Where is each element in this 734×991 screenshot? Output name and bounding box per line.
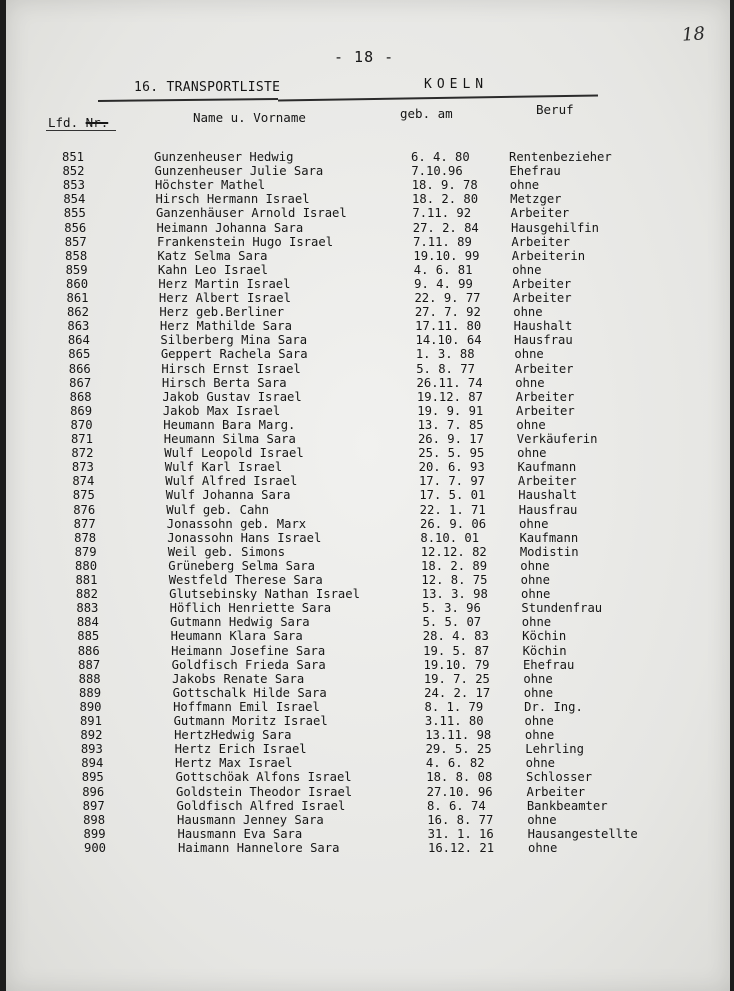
entry-number: 860	[66, 276, 89, 291]
occupation: Köchin	[522, 643, 567, 658]
birth-date: 18. 2. 89	[421, 558, 488, 573]
birth-date: 17. 5. 01	[419, 488, 486, 503]
entry-number: 873	[71, 460, 94, 475]
handwritten-page-mark: 18	[681, 23, 706, 46]
entry-number: 856	[64, 220, 87, 235]
birth-date: 26. 9. 17	[417, 432, 484, 446]
occupation: ohne	[524, 714, 554, 728]
birth-date: 19. 9. 91	[417, 403, 484, 418]
column-header-underline	[46, 130, 116, 131]
list-row	[6, 488, 730, 502]
entry-number: 877	[73, 516, 96, 531]
entry-number: 879	[74, 544, 97, 559]
list-row	[6, 249, 730, 263]
list-row	[6, 742, 730, 756]
list-row	[6, 221, 730, 235]
column-header-number-prefix: Lfd.	[48, 115, 86, 130]
occupation: Metzger	[510, 192, 562, 207]
list-row	[6, 601, 730, 615]
birth-date: 5. 5. 07	[422, 615, 482, 630]
column-header-number-struck: Nr.	[85, 115, 109, 130]
occupation: Ehefrau	[509, 164, 561, 179]
entry-number: 894	[81, 756, 104, 771]
person-name: Herz Mathilde Sara	[159, 319, 292, 334]
occupation: ohne	[527, 812, 557, 827]
birth-date: 22. 1. 71	[419, 502, 486, 517]
entry-number: 870	[70, 417, 93, 432]
entry-number: 853	[62, 178, 85, 193]
list-title: 16. TRANSPORTLISTE	[134, 80, 281, 95]
entry-number: 861	[66, 291, 89, 305]
list-row	[6, 629, 730, 643]
occupation: ohne	[521, 615, 552, 630]
list-row	[6, 728, 730, 742]
birth-date: 18. 2. 80	[412, 192, 479, 207]
entry-number: 854	[63, 192, 86, 207]
person-name: Herz Martin Israel	[158, 276, 291, 291]
entry-number: 864	[67, 333, 90, 348]
person-name: Jakob Gustav Israel	[162, 389, 302, 404]
list-row	[6, 785, 730, 799]
occupation: ohne	[520, 558, 550, 573]
column-header-occupation: Beruf	[536, 102, 574, 117]
occupation: Arbeiter	[515, 403, 575, 418]
birth-date: 18. 8. 08	[426, 770, 493, 785]
person-name: Geppert Rachela Sara	[160, 347, 308, 362]
list-row	[6, 503, 730, 517]
occupation: Dr. Ing.	[524, 699, 583, 714]
birth-date: 29. 5. 25	[425, 742, 492, 757]
birth-date: 19.10. 79	[423, 657, 490, 672]
entry-number: 889	[79, 685, 102, 700]
entry-number: 868	[69, 389, 92, 404]
list-row	[6, 277, 730, 291]
person-name: Hirsch Berta Sara	[161, 375, 287, 390]
person-name: Frankenstein Hugo Israel	[156, 234, 334, 249]
list-row	[6, 756, 730, 770]
person-name: Gottschalk Hilde Sara	[172, 685, 327, 700]
person-name: Silberberg Mina Sara	[160, 333, 308, 348]
occupation: ohne	[523, 685, 554, 700]
entry-number: 871	[70, 432, 93, 446]
occupation: Arbeiter	[514, 361, 574, 376]
birth-date: 14.10. 64	[415, 333, 482, 348]
occupation: Haushalt	[518, 488, 577, 503]
entry-number: 883	[76, 601, 99, 616]
list-row	[6, 686, 730, 700]
person-name: Gunzenheuser Julie Sara	[154, 164, 324, 179]
entry-number: 876	[73, 502, 96, 517]
birth-date: 25. 5. 95	[418, 446, 485, 461]
title-underline	[98, 98, 278, 101]
list-row	[6, 390, 730, 404]
birth-date: 3.11. 80	[424, 714, 484, 728]
list-row	[6, 164, 730, 178]
occupation: Verkäuferin	[516, 432, 598, 446]
list-row	[6, 615, 730, 629]
occupation: ohne	[517, 446, 547, 461]
list-row	[6, 672, 730, 686]
occupation: ohne	[512, 262, 542, 277]
entry-number: 900	[84, 840, 107, 855]
birth-date: 28. 4. 83	[422, 629, 489, 644]
entry-number: 881	[75, 573, 98, 587]
person-name: Katz Selma Sara	[157, 248, 268, 263]
occupation: ohne	[515, 375, 545, 390]
person-name: Heimann Johanna Sara	[156, 220, 304, 235]
birth-date: 19. 5. 87	[423, 643, 490, 658]
occupation: ohne	[513, 305, 543, 320]
list-row	[6, 263, 730, 277]
entry-number: 880	[75, 558, 98, 573]
entry-number: 895	[81, 770, 104, 785]
list-row	[6, 644, 730, 658]
birth-date: 4. 6. 82	[425, 756, 485, 771]
list-row	[6, 347, 730, 361]
occupation: Lehrling	[525, 742, 584, 757]
entry-number: 874	[72, 474, 95, 489]
list-row	[6, 291, 730, 305]
list-row	[6, 319, 730, 333]
entry-number: 855	[63, 206, 86, 221]
person-name: Haimann Hannelore Sara	[178, 840, 340, 855]
birth-date: 8. 6. 74	[426, 798, 486, 813]
list-row	[6, 404, 730, 418]
birth-date: 31. 1. 16	[427, 826, 494, 841]
entry-number: 859	[65, 262, 88, 277]
occupation: Schlosser	[526, 770, 593, 785]
person-name: Gunzenheuser Hedwig	[154, 150, 294, 164]
entry-number: 878	[74, 530, 97, 545]
birth-date: 24. 2. 17	[424, 685, 491, 700]
entry-number: 852	[62, 164, 85, 179]
person-name: Gottschöak Alfons Israel	[175, 770, 352, 785]
page-number: - 18 -	[334, 48, 395, 66]
entry-number: 893	[80, 742, 103, 757]
person-name: Heumann Klara Sara	[170, 629, 303, 644]
occupation: ohne	[525, 756, 556, 771]
list-row	[6, 714, 730, 728]
occupation: Ehefrau	[522, 657, 575, 672]
person-name: HertzHedwig Sara	[174, 728, 292, 743]
occupation: ohne	[528, 840, 558, 855]
list-row	[6, 813, 730, 827]
occupation: ohne	[521, 587, 551, 602]
birth-date: 22. 9. 77	[414, 291, 481, 305]
person-name: Gutmann Moritz Israel	[173, 714, 328, 728]
list-row	[6, 333, 730, 347]
person-name: Jonassohn geb. Marx	[166, 516, 307, 531]
person-name: Herz geb.Berliner	[159, 305, 285, 320]
birth-date: 17.11. 80	[415, 319, 482, 334]
entry-number: 882	[75, 587, 98, 602]
occupation: ohne	[524, 728, 555, 743]
title-underline-right	[278, 94, 598, 101]
entry-number: 891	[79, 714, 102, 728]
person-name: Jakob Max Israel	[162, 403, 281, 418]
occupation: Bankbeamter	[526, 798, 608, 813]
occupation: ohne	[523, 671, 553, 686]
list-row	[6, 517, 730, 531]
birth-date: 27.10. 96	[426, 784, 493, 799]
document-page	[6, 0, 730, 991]
list-row	[6, 799, 730, 813]
entry-number: 872	[71, 446, 94, 461]
birth-date: 7.11. 89	[413, 234, 472, 249]
birth-date: 6. 4. 80	[411, 150, 470, 164]
person-name: Heumann Silma Sara	[163, 432, 296, 446]
person-name: Hertz Max Israel	[175, 756, 293, 771]
birth-date: 13. 7. 85	[417, 417, 484, 432]
entry-number: 869	[70, 403, 93, 418]
birth-date: 12.12. 82	[420, 544, 487, 559]
city-heading: KOELN	[424, 77, 489, 92]
entry-number: 884	[76, 615, 99, 630]
person-name: Goldfisch Alfred Israel	[176, 798, 346, 813]
list-row	[6, 206, 730, 220]
entry-number: 897	[82, 798, 105, 813]
person-name: Herz Albert Israel	[158, 291, 291, 305]
entry-number: 888	[78, 671, 101, 686]
list-row	[6, 700, 730, 714]
occupation: Kaufmann	[517, 460, 577, 475]
person-name: Gutmann Hedwig Sara	[170, 615, 310, 630]
person-name: Hirsch Ernst Israel	[161, 361, 301, 376]
occupation: Hausfrau	[518, 502, 578, 517]
birth-date: 4. 6. 81	[413, 262, 473, 277]
occupation: Arbeiter	[517, 474, 577, 489]
birth-date: 19.10. 99	[413, 248, 480, 263]
occupation: Arbeiter	[510, 206, 570, 221]
entry-number: 858	[65, 248, 88, 263]
list-row	[6, 446, 730, 460]
birth-date: 19.12. 87	[416, 389, 483, 404]
birth-date: 20. 6. 93	[418, 460, 485, 475]
birth-date: 26.11. 74	[416, 375, 483, 390]
person-name: Hoffmann Emil Israel	[173, 699, 320, 714]
occupation: Stundenfrau	[521, 601, 603, 616]
birth-date: 12. 8. 75	[421, 573, 488, 587]
occupation: ohne	[516, 417, 546, 432]
occupation: Modistin	[519, 544, 579, 559]
birth-date: 16.12. 21	[428, 840, 495, 855]
entry-number: 857	[64, 234, 87, 249]
entry-number: 865	[68, 347, 91, 362]
birth-date: 13. 3. 98	[421, 587, 488, 602]
list-row	[6, 418, 730, 432]
person-name: Jonassohn Hans Israel	[167, 530, 322, 545]
person-name: Jakobs Renate Sara	[172, 671, 305, 686]
birth-date: 13.11. 98	[425, 728, 492, 743]
occupation: ohne	[509, 178, 540, 193]
person-name: Westfeld Therese Sara	[168, 573, 323, 587]
list-row	[6, 573, 730, 587]
person-name: Weil geb. Simons	[167, 544, 286, 559]
person-name: Hausmann Jenney Sara	[177, 812, 324, 827]
list-row	[6, 432, 730, 446]
list-row	[6, 460, 730, 474]
birth-date: 1. 3. 88	[415, 347, 475, 362]
birth-date: 18. 9. 78	[411, 178, 478, 193]
occupation: Arbeiter	[515, 389, 575, 404]
list-row	[6, 235, 730, 249]
occupation: Arbeiter	[526, 784, 586, 799]
birth-date: 26. 9. 06	[420, 516, 487, 531]
occupation: Rentenbezieher	[509, 150, 612, 164]
entry-number: 863	[67, 319, 90, 334]
list-row	[6, 376, 730, 390]
occupation: Arbeiterin	[511, 248, 586, 263]
person-name: Wulf Karl Israel	[164, 460, 283, 475]
column-header-name: Name u. Vorname	[193, 110, 306, 125]
list-row	[6, 587, 730, 601]
person-name: Grüneberg Selma Sara	[168, 558, 315, 573]
list-row	[6, 178, 730, 192]
occupation: Kaufmann	[519, 530, 579, 545]
person-name: Höflich Henriette Sara	[169, 601, 332, 616]
list-row	[6, 827, 730, 841]
entry-number: 867	[69, 375, 92, 390]
occupation: Hausangestellte	[527, 826, 638, 841]
birth-date: 16. 8. 77	[427, 812, 494, 827]
entry-number: 866	[68, 361, 91, 376]
birth-date: 7.10.96	[411, 164, 463, 179]
list-row	[6, 362, 730, 376]
person-name: Wulf Alfred Israel	[165, 474, 298, 489]
person-name: Hertz Erich Israel	[174, 742, 307, 757]
person-name: Höchster Mathel	[154, 178, 266, 193]
person-name: Goldfisch Frieda Sara	[171, 657, 326, 672]
list-row	[6, 305, 730, 319]
occupation: Hausgehilfin	[510, 220, 599, 235]
person-name: Ganzenhäuser Arnold Israel	[155, 206, 347, 221]
person-name: Wulf Johanna Sara	[165, 488, 291, 503]
occupation: Köchin	[522, 629, 567, 644]
birth-date: 7.11. 92	[412, 206, 472, 221]
column-header-number	[48, 115, 108, 130]
occupation: Arbeiter	[511, 234, 571, 249]
list-row	[6, 474, 730, 488]
entry-number: 862	[66, 305, 89, 320]
birth-date: 19. 7. 25	[423, 671, 490, 686]
birth-date: 17. 7. 97	[418, 474, 486, 489]
list-row	[6, 658, 730, 672]
occupation: Arbeiter	[512, 291, 572, 305]
person-name: Glutsebinsky Nathan Israel	[169, 587, 360, 602]
list-row	[6, 531, 730, 545]
person-name: Wulf Leopold Israel	[164, 446, 304, 461]
list-row	[6, 841, 730, 855]
birth-date: 27. 7. 92	[414, 305, 481, 320]
occupation: Arbeiter	[512, 276, 572, 291]
person-name: Heumann Bara Marg.	[163, 417, 296, 432]
entry-number: 887	[78, 657, 101, 672]
list-row	[6, 150, 730, 164]
birth-date: 9. 4. 99	[414, 276, 473, 291]
list-row	[6, 192, 730, 206]
occupation: ohne	[519, 516, 549, 531]
entry-number: 899	[83, 826, 106, 841]
entry-number: 896	[82, 784, 105, 799]
entry-number: 875	[72, 488, 95, 503]
occupation: ohne	[520, 573, 550, 587]
birth-date: 8.10. 01	[420, 530, 480, 545]
birth-date: 5. 3. 96	[422, 601, 481, 616]
entry-number: 885	[77, 629, 100, 644]
person-name: Hirsch Hermann Israel	[155, 192, 310, 207]
birth-date: 8. 1. 79	[424, 699, 484, 714]
entry-number: 886	[77, 643, 100, 658]
occupation: ohne	[514, 347, 544, 362]
list-row	[6, 545, 730, 559]
person-name: Wulf geb. Cahn	[166, 502, 269, 517]
entry-number: 892	[80, 728, 103, 743]
birth-date: 5. 8. 77	[416, 361, 475, 376]
list-row	[6, 770, 730, 784]
birth-date: 27. 2. 84	[412, 220, 479, 235]
occupation: Haushalt	[513, 319, 573, 334]
person-name: Goldstein Theodor Israel	[176, 784, 353, 799]
entry-number: 890	[79, 699, 102, 714]
entry-number: 898	[83, 812, 106, 827]
column-header-birthdate: geb. am	[400, 106, 453, 121]
list-row	[6, 559, 730, 573]
person-name: Hausmann Eva Sara	[177, 826, 303, 841]
person-name: Heimann Josefine Sara	[171, 643, 326, 658]
entry-number: 851	[62, 150, 85, 164]
occupation: Hausfrau	[514, 333, 573, 348]
person-name: Kahn Leo Israel	[157, 262, 268, 277]
